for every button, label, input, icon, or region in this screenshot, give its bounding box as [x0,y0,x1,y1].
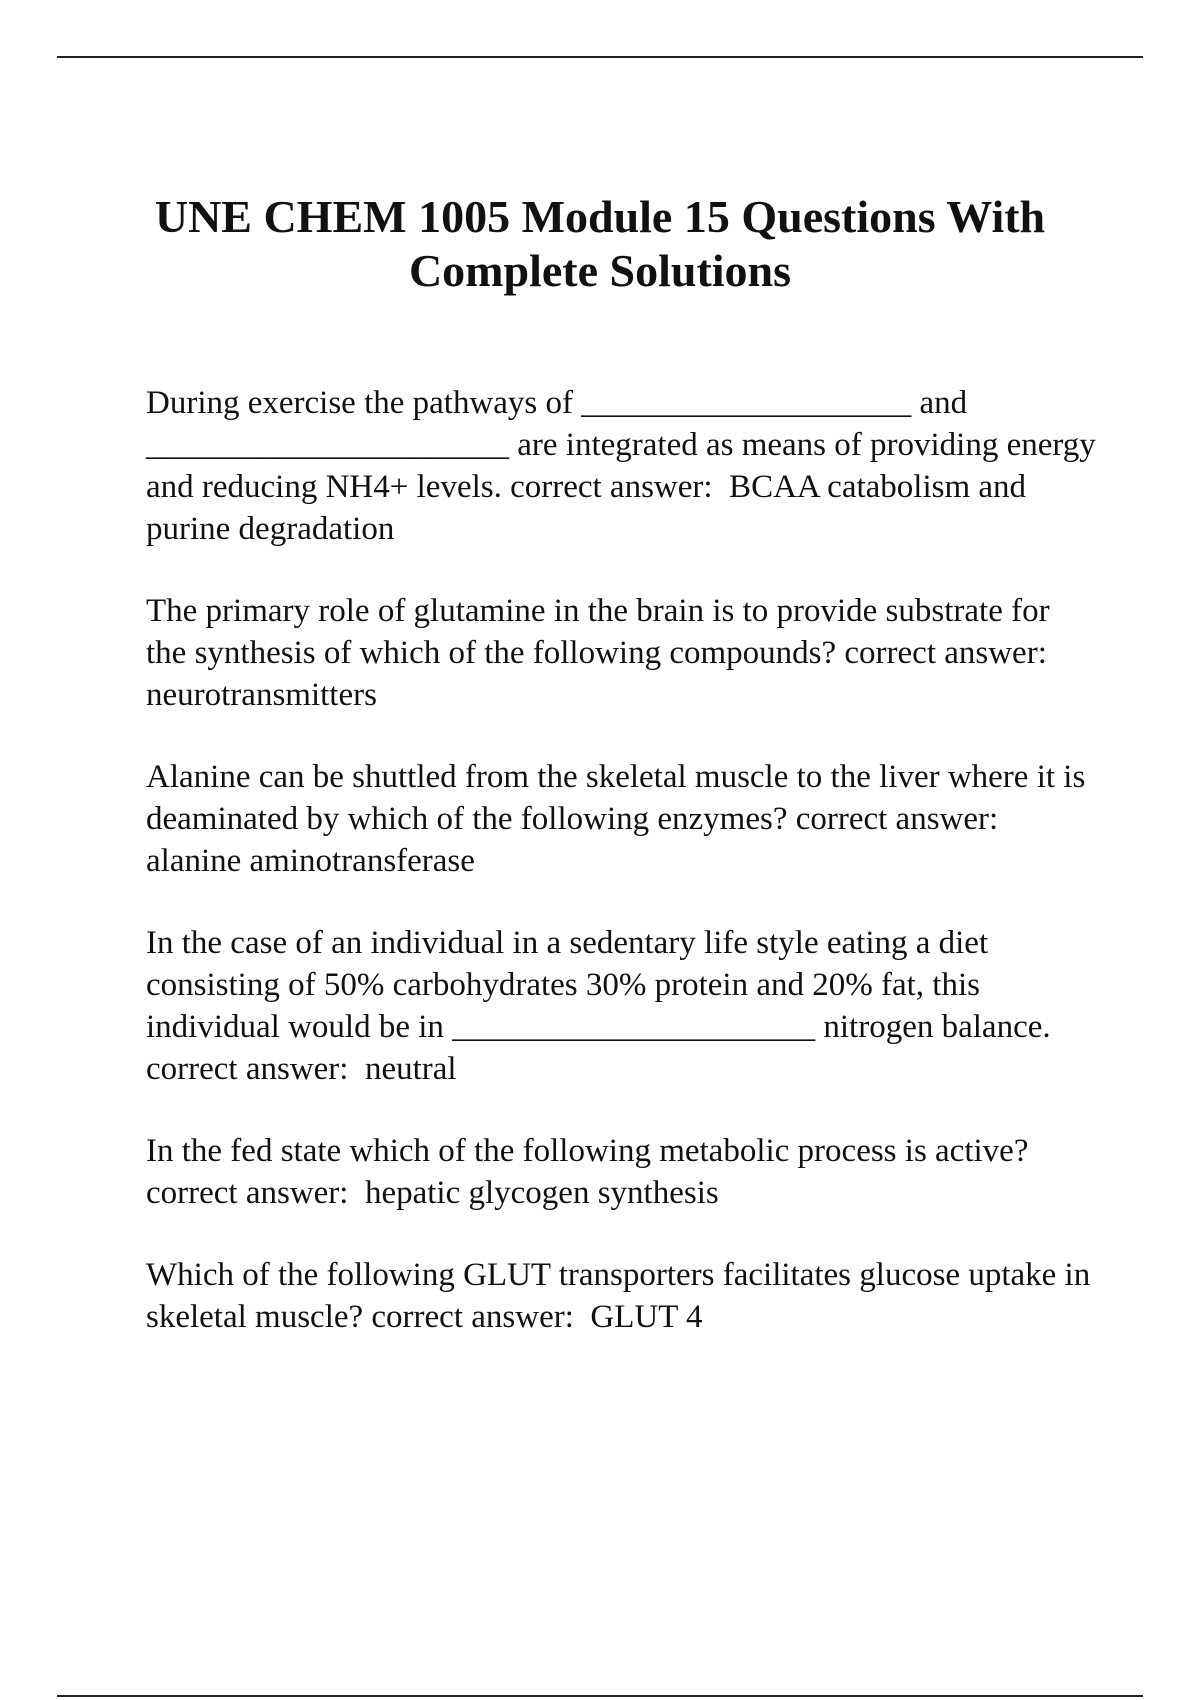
question-answer-6: Which of the following GLUT transporters facilitates glucose uptake in skeletal muscle? correct answer: GLUT 4 [146,1257,1099,1335]
question-answer-2: The primary role of glutamine in the brain is to provide substrate for the synthesis of which of the following compounds? correct answer: neurotransmitters [146,593,1064,713]
question-answer-5: In the fed state which of the following metabolic process is active? correct answer: hepatic glycogen synthesis [146,1133,1037,1211]
question-answer-1: During exercise the pathways of ____________________ and ______________________ are integrated as means of providing energy and reducing NH4+ levels. correct answer: BCAA catabolism and purine degradation [146,385,1105,547]
bottom-rule [57,1695,1143,1697]
document-title: UNE CHEM 1005 Module 15 Questions With Complete Solutions [154,191,1046,296]
question-answer-3: Alanine can be shuttled from the skeletal muscle to the liver where it is deaminated by which of the following enzymes? correct answer: alanine aminotransferase [146,759,1094,879]
question-answer-4: In the case of an individual in a sedentary life style eating a diet consisting of 50% carbohydrates 30% protein and 20% fat, this individual would be in ______________________ nitrogen balance. correct answer: neutral [146,925,1059,1087]
top-rule [57,56,1143,58]
question-list [146,382,1105,1378]
